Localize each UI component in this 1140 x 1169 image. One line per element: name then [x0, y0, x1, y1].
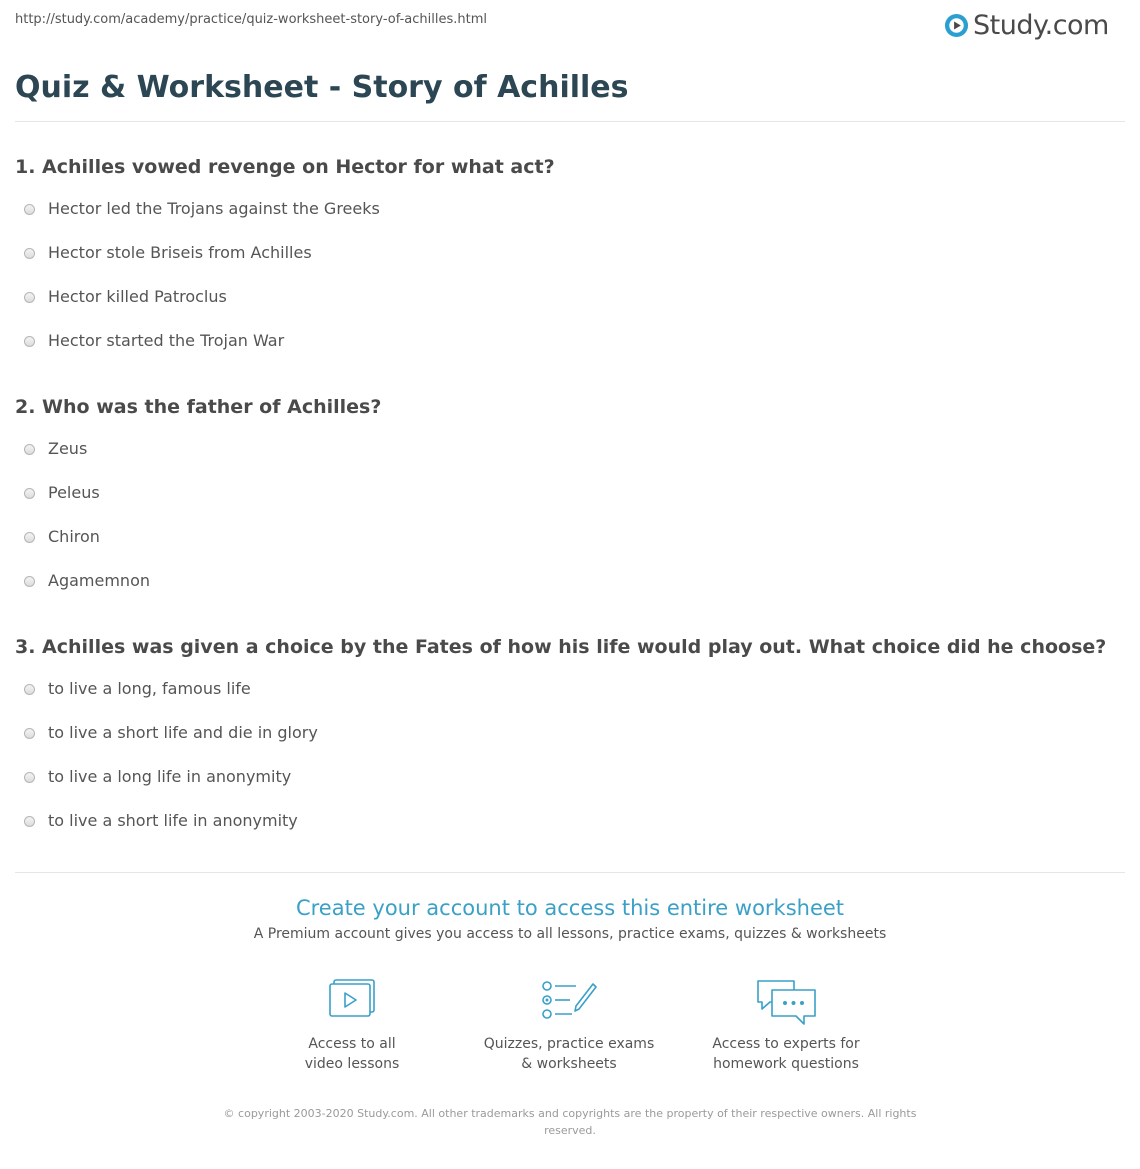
answer-option[interactable]	[15, 767, 1125, 811]
feature-label-line2: video lessons	[304, 1056, 400, 1072]
answer-label: Peleus	[48, 483, 100, 502]
answer-label: to live a short life and die in glory	[48, 723, 318, 742]
radio-button-icon[interactable]	[24, 576, 35, 587]
answer-option[interactable]	[15, 331, 1125, 375]
quiz-checklist-icon	[540, 978, 598, 1022]
answer-option[interactable]	[15, 199, 1125, 243]
answer-options	[15, 199, 1125, 375]
answer-options	[15, 439, 1125, 615]
chat-bubbles-icon	[754, 978, 818, 1028]
play-logo-icon	[944, 13, 969, 38]
answer-options	[15, 679, 1125, 855]
answer-label: Hector led the Trojans against the Greeks	[48, 199, 380, 218]
answer-option[interactable]	[15, 439, 1125, 483]
premium-cta	[0, 896, 1140, 942]
feature-video-lessons	[252, 978, 452, 1074]
answer-option[interactable]	[15, 723, 1125, 767]
feature-quizzes	[469, 978, 669, 1074]
answer-option[interactable]	[15, 527, 1125, 571]
logo-text: Study.com	[973, 9, 1109, 41]
radio-button-icon[interactable]	[24, 684, 35, 695]
answer-option[interactable]	[15, 287, 1125, 331]
top-bar	[0, 0, 1140, 50]
feature-label-line1: Access to experts for	[712, 1036, 860, 1052]
answer-label: to live a long, famous life	[48, 679, 251, 698]
answer-label: Hector killed Patroclus	[48, 287, 227, 306]
radio-button-icon[interactable]	[24, 292, 35, 303]
feature-label-line1: Access to all	[308, 1036, 396, 1052]
radio-button-icon[interactable]	[24, 204, 35, 215]
feature-label-line2: homework questions	[713, 1056, 859, 1072]
question-1	[15, 155, 1125, 375]
radio-button-icon[interactable]	[24, 336, 35, 347]
radio-button-icon[interactable]	[24, 444, 35, 455]
answer-option[interactable]	[15, 679, 1125, 723]
radio-button-icon[interactable]	[24, 728, 35, 739]
feature-experts	[686, 978, 886, 1074]
copyright-footer: © copyright 2003-2020 Study.com. All other trademarks and copyrights are the property of their respective owners. All rights reserved.	[223, 1107, 917, 1137]
answer-label: Hector stole Briseis from Achilles	[48, 243, 312, 262]
answer-label: Zeus	[48, 439, 88, 458]
cta-subtitle: A Premium account gives you access to all lessons, practice exams, quizzes & worksheets	[253, 926, 887, 942]
cta-divider	[15, 872, 1125, 873]
answer-label: to live a long life in anonymity	[48, 767, 292, 786]
answer-option[interactable]	[15, 243, 1125, 287]
question-title: 2. Who was the father of Achilles?	[15, 396, 382, 418]
question-2	[15, 395, 1125, 615]
radio-button-icon[interactable]	[24, 248, 35, 259]
page-url[interactable]: http://study.com/academy/practice/quiz-worksheet-story-of-achilles.html	[15, 12, 487, 27]
study-logo[interactable]	[944, 8, 1109, 42]
title-divider	[15, 121, 1125, 122]
answer-label: Hector started the Trojan War	[48, 331, 285, 350]
radio-button-icon[interactable]	[24, 488, 35, 499]
answer-label: to live a short life in anonymity	[48, 811, 298, 830]
radio-button-icon[interactable]	[24, 772, 35, 783]
feature-label-line2: & worksheets	[521, 1056, 617, 1072]
answer-option[interactable]	[15, 571, 1125, 615]
radio-button-icon[interactable]	[24, 532, 35, 543]
answer-option[interactable]	[15, 811, 1125, 855]
answer-label: Chiron	[48, 527, 100, 546]
cta-title[interactable]: Create your account to access this entire worksheet	[295, 896, 845, 920]
radio-button-icon[interactable]	[24, 816, 35, 827]
question-title: 3. Achilles was given a choice by the Fates of how his life would play out. What choice did he choose?	[15, 636, 1107, 658]
video-lessons-icon	[326, 978, 378, 1022]
page-title: Quiz & Worksheet - Story of Achilles	[15, 70, 629, 105]
answer-option[interactable]	[15, 483, 1125, 527]
answer-label: Agamemnon	[48, 571, 150, 590]
question-title: 1. Achilles vowed revenge on Hector for what act?	[15, 156, 555, 178]
question-3	[15, 635, 1125, 855]
feature-label-line1: Quizzes, practice exams	[483, 1036, 655, 1052]
